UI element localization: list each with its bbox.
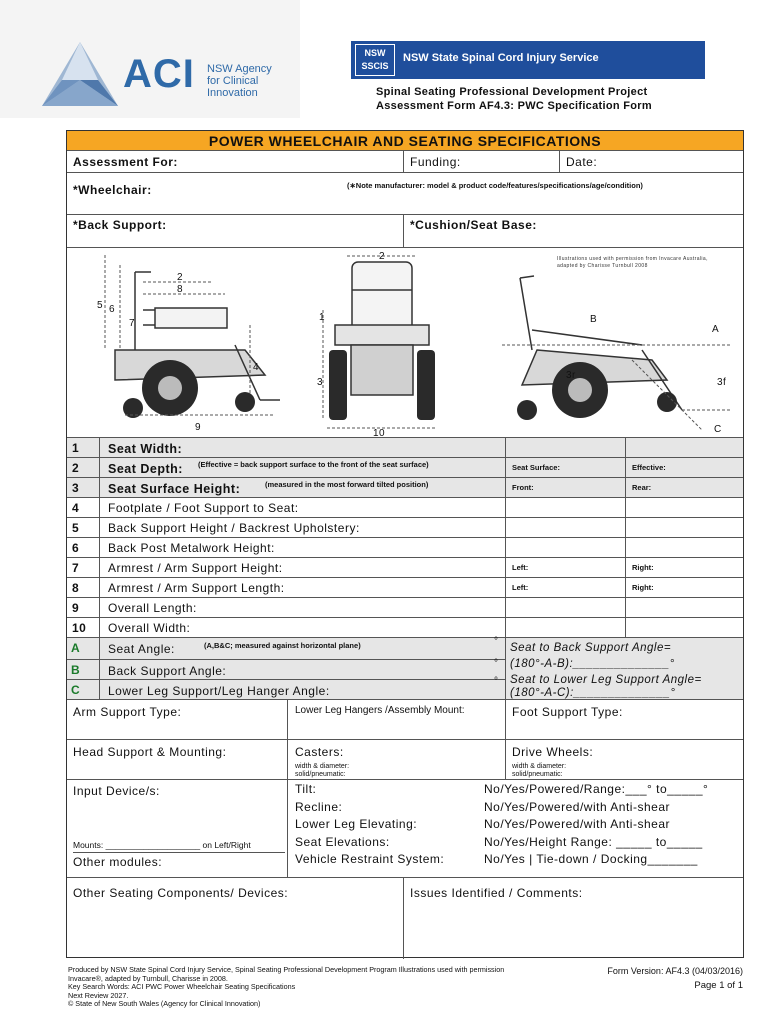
project-title: Spinal Seating Professional Development Project — [376, 86, 648, 98]
row-value-a[interactable] — [506, 478, 626, 498]
row-number-text: 2 — [72, 461, 80, 475]
angle-label: Back Support Angle: — [108, 664, 227, 678]
wheelchair-note: (∗Note manufacturer: model & product code/features/specifications/age/condition) — [347, 181, 643, 190]
row-value-a[interactable] — [506, 438, 626, 458]
footer-line-3: Key Search Words: ACI PWC Power Wheelchair Seating Specifications — [68, 982, 296, 991]
funding-cell[interactable] — [404, 151, 560, 173]
badge-bottom: SSCIS — [361, 61, 389, 71]
cushion-label: *Cushion/Seat Base: — [410, 218, 537, 232]
row-value-a[interactable] — [506, 458, 626, 478]
row-number-text: 3 — [72, 481, 80, 495]
footer-line-2: Invacare®, adapted by Turnbull, Charisse in 2008. — [68, 973, 228, 983]
row-label-cell — [100, 578, 506, 598]
badge-top: NSW — [364, 48, 386, 58]
casters-label: Casters: — [295, 745, 344, 759]
funding-label: Funding: — [410, 155, 461, 169]
form-heading: POWER WHEELCHAIR AND SEATING SPECIFICATIONS — [208, 133, 602, 149]
form-title: Assessment Form AF4.3: PWC Specification Form — [376, 100, 652, 112]
row-number-text: 6 — [72, 541, 80, 555]
drive-solid-pneumatic: solid/pneumatic: — [512, 771, 563, 778]
row-number-text: 5 — [72, 521, 80, 535]
angle-label-cell[interactable] — [100, 676, 506, 700]
angle-note: (A,B&C; measured against horizontal plane) — [204, 641, 361, 650]
angle-letter — [67, 680, 100, 700]
row-value-a[interactable] — [506, 598, 626, 618]
service-name: NSW State Spinal Cord Injury Service — [403, 52, 599, 64]
row-number — [67, 558, 100, 578]
row-value-a[interactable] — [506, 538, 626, 558]
assessment-for-cell[interactable] — [67, 151, 404, 173]
casters-width-diameter: width & diameter: — [295, 763, 350, 770]
head-support-label: Head Support & Mounting: — [73, 745, 227, 759]
row-number — [67, 438, 100, 458]
date-label: Date: — [566, 155, 598, 169]
row-value-a[interactable] — [506, 618, 626, 638]
tilt-view-wheelchair-diagram — [492, 250, 737, 436]
front-label-3: 3 — [317, 377, 323, 388]
angle-letter-text: C — [71, 683, 81, 697]
row-value-b[interactable] — [626, 618, 743, 638]
wheelchair-label: *Wheelchair: — [73, 183, 152, 197]
casters-solid-pneumatic: solid/pneumatic: — [295, 771, 346, 778]
foot-support-type-cell[interactable] — [506, 700, 743, 740]
calc-seat-back-formula: (180°-A-B):______________° — [510, 658, 675, 670]
row-label-cell — [100, 458, 506, 478]
row-value-a[interactable] — [506, 578, 626, 598]
illustration-credit-2: adapted by Charisse Turnbull 2008 — [557, 263, 648, 269]
aci-logo — [0, 0, 300, 118]
row-value-b-label: Right: — [632, 563, 654, 572]
logo-line-3: Innovation — [207, 87, 258, 99]
row-value-b[interactable] — [626, 438, 743, 458]
row-label: Seat Depth: — [108, 462, 183, 476]
row-label: Overall Width: — [108, 621, 191, 635]
row-label: Seat Surface Height: — [108, 482, 241, 496]
aci-triangle-icon — [40, 40, 120, 108]
row-number-text: 10 — [72, 621, 87, 635]
row-value-b[interactable] — [626, 458, 743, 478]
diagram-panel — [67, 248, 743, 438]
other-components-label: Other Seating Components/ Devices: — [73, 886, 289, 900]
arm-support-type-cell[interactable] — [67, 700, 288, 740]
angle-label: Lower Leg Support/Leg Hanger Angle: — [108, 684, 330, 698]
row-label-cell — [100, 438, 506, 458]
row-number — [67, 498, 100, 518]
angle-label-cell[interactable] — [100, 638, 506, 660]
calc-seat-leg-formula: (180°-A-C):______________° — [510, 687, 676, 699]
sscis-banner — [351, 41, 705, 79]
row-value-b[interactable] — [626, 538, 743, 558]
side-label-6: 6 — [109, 304, 115, 315]
tilt-label-3f: 3f — [717, 377, 727, 388]
tilt-label-C: C — [714, 424, 722, 435]
footer-line-4: Next Review 2027. — [68, 990, 129, 1000]
row-note: (Effective = back support surface to the front of the seat surface) — [198, 460, 429, 469]
side-view-wheelchair-diagram — [95, 250, 295, 436]
row-value-a[interactable] — [506, 518, 626, 538]
illustration-credit: Illustrations used with permission from Invacare Australia, — [557, 256, 708, 262]
logo-line-1: NSW Agency — [207, 63, 272, 75]
row-number — [67, 618, 100, 638]
footer-line-1: Produced by NSW State Spinal Cord Injury Service, Spinal Seating Professional Development Program Illustrations used with permission — [68, 965, 505, 974]
row-number-text: 1 — [72, 441, 80, 455]
input-devices-label: Input Device/s: — [73, 784, 160, 798]
side-label-5: 5 — [97, 300, 103, 311]
row-number-text: 4 — [72, 501, 80, 515]
side-label-4: 4 — [253, 362, 259, 373]
tilt-label-A: A — [712, 324, 720, 335]
feature-value: No/Yes/Powered/with Anti-shear — [484, 817, 670, 831]
head-support-cell[interactable] — [67, 740, 288, 780]
drive-width-diameter: width & diameter: — [512, 763, 567, 770]
specification-form — [66, 130, 744, 958]
angle-label: Seat Angle: — [108, 642, 175, 656]
logo-line-2: for Clinical — [207, 75, 259, 87]
assessment-for-label: Assessment For: — [73, 155, 178, 169]
issues-cell[interactable] — [404, 878, 743, 959]
row-label: Seat Width: — [108, 442, 183, 456]
row-label-cell — [100, 478, 506, 498]
issues-label: Issues Identified / Comments: — [410, 886, 583, 900]
row-number — [67, 578, 100, 598]
mounts-line: Mounts: ____________________ on Left/Right — [73, 840, 285, 853]
degree-symbol: ° — [494, 636, 499, 647]
feature-value: No/Yes/Powered/Range:___° to_____° — [484, 782, 709, 796]
row-value-a[interactable] — [506, 498, 626, 518]
row-label-cell — [100, 498, 506, 518]
sscis-badge — [355, 44, 395, 76]
wheelchair-cell[interactable] — [67, 173, 743, 215]
foot-support-type-label: Foot Support Type: — [512, 705, 623, 719]
drive-wheels-cell[interactable] — [506, 740, 743, 780]
degree-symbol: ° — [494, 676, 499, 687]
feature-value: No/Yes/Powered/with Anti-shear — [484, 799, 670, 814]
angle-calc-cell[interactable] — [506, 638, 743, 700]
features-cell[interactable] — [288, 780, 743, 878]
row-label: Footplate / Foot Support to Seat: — [108, 501, 299, 515]
lower-leg-hangers-label: Lower Leg Hangers /Assembly Mount: — [295, 705, 465, 716]
back-support-cell[interactable] — [67, 215, 404, 248]
row-value-a-label: Left: — [512, 563, 529, 572]
degree-symbol: ° — [494, 658, 499, 669]
row-value-a-label: Front: — [512, 483, 534, 492]
row-value-b[interactable] — [626, 598, 743, 618]
footer-notes — [68, 966, 588, 1009]
row-value-a-label: Seat Surface: — [512, 463, 560, 472]
row-number — [67, 538, 100, 558]
casters-cell[interactable] — [288, 740, 506, 780]
front-label-1: 1 — [319, 312, 325, 323]
row-value-a[interactable] — [506, 558, 626, 578]
angle-letter-text: A — [71, 641, 81, 655]
feature-value: No/Yes | Tie-down / Docking_______ — [484, 852, 698, 866]
feature-name: Vehicle Restraint System: — [295, 852, 445, 866]
row-label: Back Support Height / Backrest Upholstery: — [108, 521, 360, 535]
row-label-cell — [100, 598, 506, 618]
lower-leg-hangers-cell[interactable] — [288, 700, 506, 740]
row-value-b[interactable] — [626, 518, 743, 538]
page-number: Page 1 of 1 — [694, 980, 743, 991]
row-value-b[interactable] — [626, 578, 743, 598]
side-label-2: 2 — [177, 272, 183, 283]
row-label: Overall Length: — [108, 601, 197, 615]
front-label-2: 2 — [379, 251, 385, 262]
feature-name: Tilt: — [295, 782, 317, 796]
front-view-wheelchair-diagram — [317, 250, 447, 436]
other-modules-label: Other modules: — [73, 855, 163, 869]
row-number-text: 9 — [72, 601, 80, 615]
drive-wheels-label: Drive Wheels: — [512, 745, 594, 759]
feature-name: Seat Elevations: — [295, 834, 390, 849]
row-number — [67, 518, 100, 538]
row-value-b-label: Rear: — [632, 483, 652, 492]
tilt-label-3r: 3r — [566, 370, 576, 381]
row-label: Armrest / Arm Support Length: — [108, 581, 285, 595]
other-components-cell[interactable] — [67, 878, 404, 959]
row-label-cell — [100, 518, 506, 538]
row-label-cell — [100, 618, 506, 638]
date-cell[interactable] — [560, 151, 743, 173]
row-label: Armrest / Arm Support Height: — [108, 561, 283, 575]
side-label-8: 8 — [177, 284, 183, 295]
row-value-b[interactable] — [626, 558, 743, 578]
arm-support-type-label: Arm Support Type: — [73, 705, 182, 719]
angle-letter-text: B — [71, 663, 81, 677]
row-number-text: 7 — [72, 561, 80, 575]
feature-value: No/Yes/Height Range: _____ to_____ — [484, 834, 703, 849]
calc-seat-leg: Seat to Lower Leg Support Angle= — [510, 674, 702, 686]
cushion-cell[interactable] — [404, 215, 743, 248]
logo-abbr: ACI — [123, 52, 195, 96]
row-number — [67, 458, 100, 478]
angle-letter — [67, 638, 100, 660]
tilt-label-B: B — [590, 314, 598, 325]
row-value-b-label: Right: — [632, 583, 654, 592]
row-value-b[interactable] — [626, 498, 743, 518]
angle-label-cell[interactable] — [100, 660, 506, 680]
row-label-cell — [100, 558, 506, 578]
row-number — [67, 478, 100, 498]
row-number-text: 8 — [72, 581, 80, 595]
side-label-7: 7 — [129, 318, 135, 329]
row-value-a-label: Left: — [512, 583, 529, 592]
angle-letter — [67, 660, 100, 680]
back-support-label: *Back Support: — [73, 218, 167, 232]
front-label-10: 10 — [373, 428, 385, 436]
calc-seat-back: Seat to Back Support Angle= — [510, 642, 672, 654]
feature-name: Recline: — [295, 799, 343, 814]
form-version: Form Version: AF4.3 (04/03/2016) — [607, 966, 743, 976]
row-label: Back Post Metalwork Height: — [108, 541, 275, 555]
form-title-bar — [67, 131, 743, 151]
row-value-b[interactable] — [626, 478, 743, 498]
side-label-9: 9 — [195, 422, 201, 433]
feature-name: Lower Leg Elevating: — [295, 817, 418, 831]
row-label-cell — [100, 538, 506, 558]
footer-line-5: © State of New South Wales (Agency for Clinical Innovation) — [68, 999, 261, 1008]
row-number — [67, 598, 100, 618]
row-note: (measured in the most forward tilted position) — [265, 480, 429, 489]
input-devices-cell[interactable] — [67, 780, 288, 878]
row-value-b-label: Effective: — [632, 463, 666, 472]
